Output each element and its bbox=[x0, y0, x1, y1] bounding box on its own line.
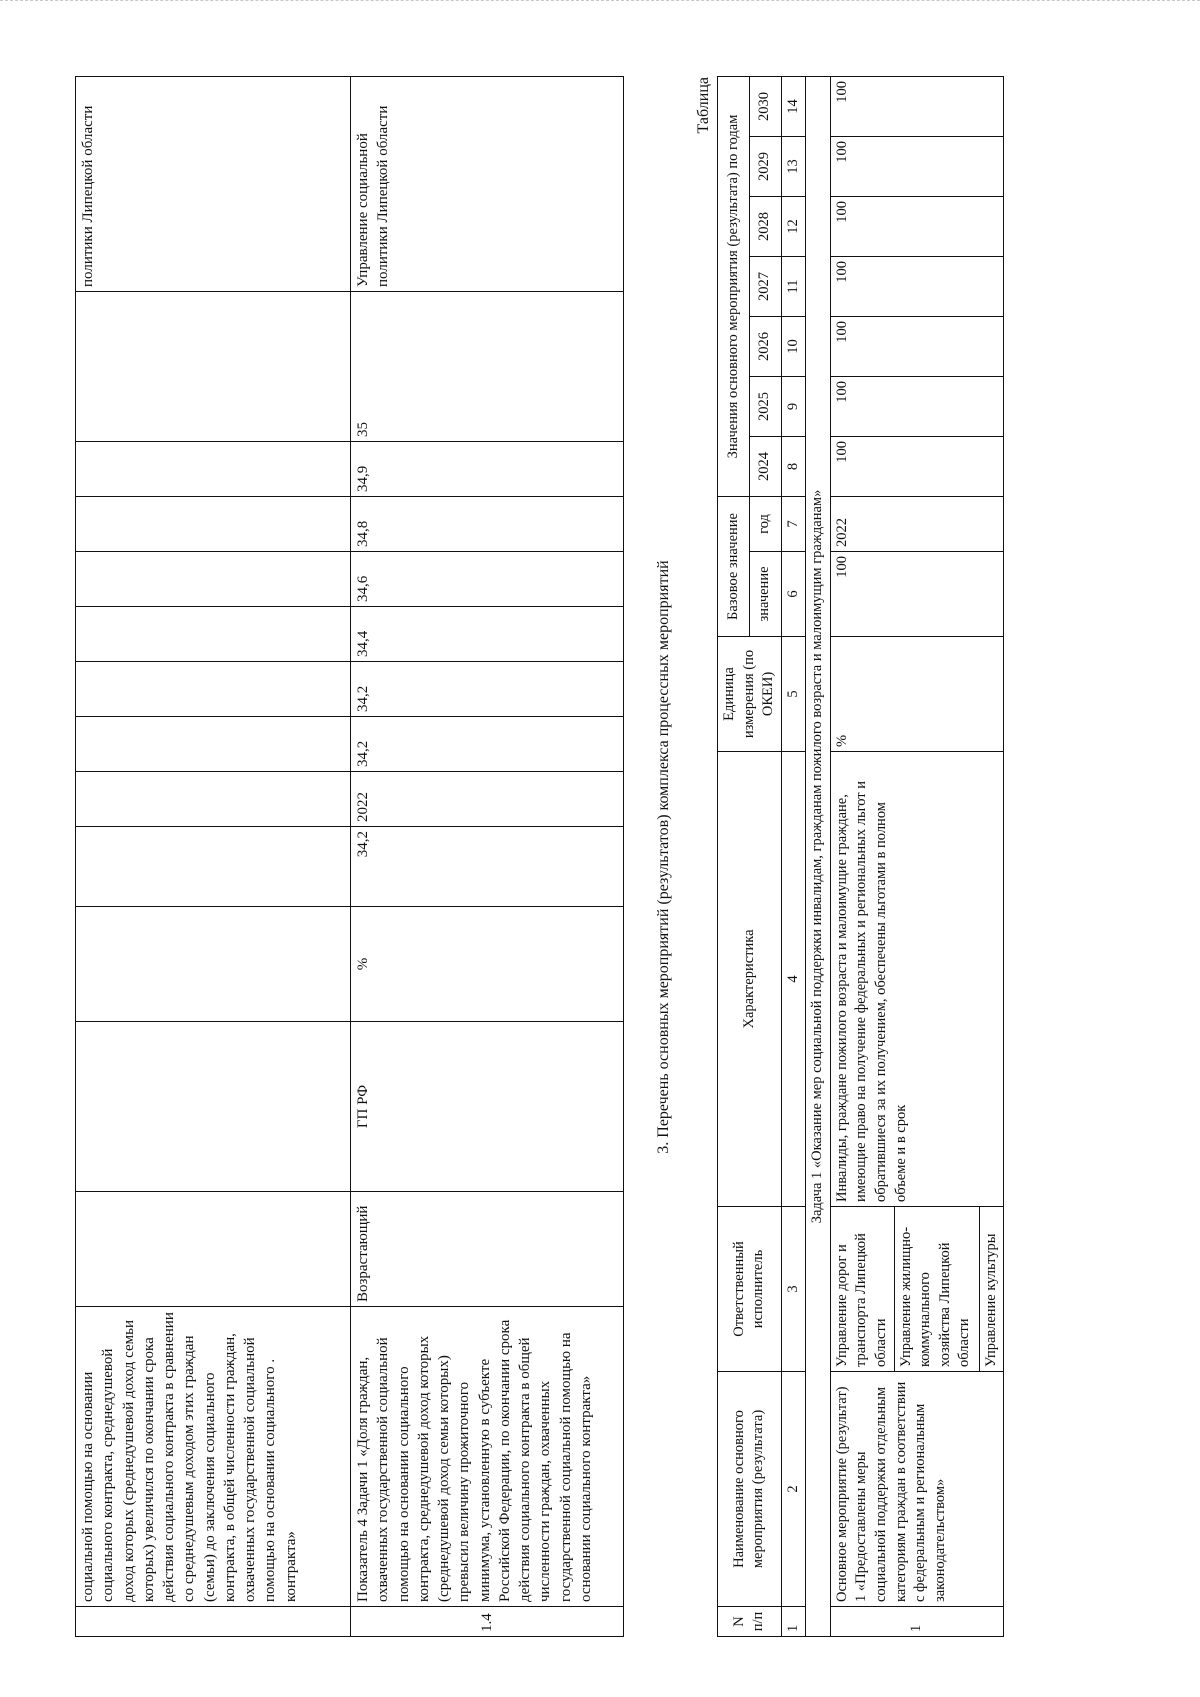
activities-table bbox=[717, 76, 1004, 1637]
responsible-entry: Управление жилищно-коммунального хозяйства Липецкой области bbox=[895, 1207, 980, 1371]
value-cell: 100 bbox=[830, 376, 1003, 436]
header-name: Наименование основного мероприятия (результата) bbox=[718, 1372, 782, 1607]
header-base: Базовое значение bbox=[718, 496, 750, 636]
header-characteristic: Характеристика bbox=[718, 752, 782, 1207]
level-cell: ГП РФ bbox=[351, 1022, 624, 1192]
unit-cell: % bbox=[351, 907, 624, 1022]
responsible-cell bbox=[830, 1207, 1003, 1372]
header-year: 2030 bbox=[749, 76, 781, 136]
section-title: 3. Перечень основных мероприятий (результатов) комплекса процессных мероприятий bbox=[655, 560, 672, 1154]
responsible-entry: Управление дорог и транспорта Липецкой области bbox=[831, 1207, 895, 1371]
value-cell bbox=[76, 607, 351, 662]
value-cell: 34,8 bbox=[351, 497, 624, 552]
base-year-cell bbox=[76, 772, 351, 827]
row-number-cell: 1 bbox=[830, 1607, 1003, 1637]
column-number: 2 bbox=[781, 1372, 806, 1607]
table-row bbox=[830, 76, 1003, 1636]
column-number: 11 bbox=[781, 256, 806, 316]
value-cell bbox=[76, 497, 351, 552]
value-cell: 34,2 bbox=[351, 662, 624, 717]
characteristic-cell: Инвалиды, граждане пожилого возраста и малоимущие граждане, имеющие право на получение федеральных и региональных льгот и обратившиеся за их получением, обеспечены льготами в полном объеме и в срок bbox=[830, 752, 1003, 1207]
value-cell: 35 bbox=[351, 292, 624, 442]
column-number: 3 bbox=[781, 1207, 806, 1372]
unit-cell bbox=[76, 907, 351, 1022]
column-number: 6 bbox=[781, 552, 806, 637]
row-number-cell: 1.4 bbox=[351, 1607, 624, 1637]
value-cell bbox=[76, 442, 351, 497]
table-caption: Таблица bbox=[695, 77, 712, 134]
trend-cell: Возрастающий bbox=[351, 1192, 624, 1307]
responsible-entry: Управление культуры bbox=[982, 1233, 999, 1367]
value-cell: 100 bbox=[830, 436, 1003, 496]
header-year: 2024 bbox=[749, 436, 781, 496]
header-num: N п/п bbox=[718, 1607, 782, 1637]
column-number: 4 bbox=[781, 752, 806, 1207]
header-base-value: значение bbox=[749, 552, 781, 637]
column-number: 5 bbox=[781, 637, 806, 752]
value-cell: 34,6 bbox=[351, 552, 624, 607]
value-cell: 34,4 bbox=[351, 607, 624, 662]
header-year: 2027 bbox=[749, 256, 781, 316]
column-number: 13 bbox=[781, 136, 806, 196]
column-number: 8 bbox=[781, 436, 806, 496]
indicator-name-cell: Показатель 4 Задачи 1 «Доля граждан, охваченных государственной социальной помощью на основании социального контракта, среднедушевой доход которых (среднедушевой доход семьи которых) превысил величину прожиточного минимума, установленную в субъекте Российской Федерации, по окончании срока действия социального контракта в общей численности граждан, охваченных государственной социальной помощью на основании социального контракта» bbox=[351, 1307, 624, 1607]
column-number: 10 bbox=[781, 316, 806, 376]
header-base-year: год bbox=[749, 496, 781, 551]
table-row bbox=[76, 77, 351, 1637]
header-unit: Единица измерения (по ОКЕИ) bbox=[718, 637, 782, 752]
base-year-cell: 2022 bbox=[830, 496, 1003, 551]
header-values-group: Значения основного мероприятия (результата) по годам bbox=[718, 76, 750, 496]
responsible-cell: Управление социальной политики Липецкой области bbox=[351, 77, 624, 292]
header-year: 2029 bbox=[749, 136, 781, 196]
table-row bbox=[351, 77, 624, 1637]
column-number: 7 bbox=[781, 496, 806, 551]
value-cell: 100 bbox=[830, 136, 1003, 196]
header-row bbox=[718, 76, 750, 1636]
header-responsible: Ответственный исполнитель bbox=[718, 1207, 782, 1372]
task-title: Задача 1 «Оказание мер социальной поддержки инвалидам, гражданам пожилого возраста и малоимущим гражданам» bbox=[806, 76, 831, 1636]
value-cell: 100 bbox=[830, 76, 1003, 136]
indicators-table bbox=[75, 76, 624, 1637]
base-value-cell: 34,2 bbox=[351, 827, 624, 907]
value-cell bbox=[76, 717, 351, 772]
header-year: 2028 bbox=[749, 196, 781, 256]
value-cell: 100 bbox=[830, 256, 1003, 316]
column-number: 1 bbox=[781, 1607, 806, 1637]
value-cell: 34,2 bbox=[351, 717, 624, 772]
value-cell: 34,9 bbox=[351, 442, 624, 497]
header-year: 2025 bbox=[749, 376, 781, 436]
activity-name-cell: Основное мероприятие (результат) 1 «Предоставлены меры социальной поддержки отдельным категориям граждан в соответствии с федеральным и региональным законодательством» bbox=[830, 1372, 1003, 1607]
base-value-cell bbox=[76, 827, 351, 907]
row-number-cell bbox=[76, 1607, 351, 1637]
column-number: 12 bbox=[781, 196, 806, 256]
value-cell bbox=[76, 552, 351, 607]
indicator-name-cell: социальной помощью на основании социального контракта, среднедушевой доход которых (среднедушевой доход семьи которых) увеличился по окончании срока действия социального контракта в сравнении со среднедушевым доходом этих граждан (семьи) до заключения социального контракта, в общей численности граждан, охваченных государственной социальной помощью на основании социального . контракта» bbox=[76, 1307, 351, 1607]
value-cell: 100 bbox=[830, 196, 1003, 256]
unit-cell: % bbox=[830, 637, 1003, 752]
responsible-cell: политики Липецкой области bbox=[76, 77, 351, 292]
base-year-cell: 2022 bbox=[351, 772, 624, 827]
task-row bbox=[806, 76, 831, 1636]
level-cell bbox=[76, 1022, 351, 1192]
value-cell: 100 bbox=[830, 316, 1003, 376]
value-cell bbox=[76, 292, 351, 442]
trend-cell bbox=[76, 1192, 351, 1307]
header-year: 2026 bbox=[749, 316, 781, 376]
value-cell bbox=[76, 662, 351, 717]
base-value-cell: 100 bbox=[830, 552, 1003, 637]
column-number: 14 bbox=[781, 76, 806, 136]
column-number-row bbox=[781, 76, 806, 1636]
column-number: 9 bbox=[781, 376, 806, 436]
